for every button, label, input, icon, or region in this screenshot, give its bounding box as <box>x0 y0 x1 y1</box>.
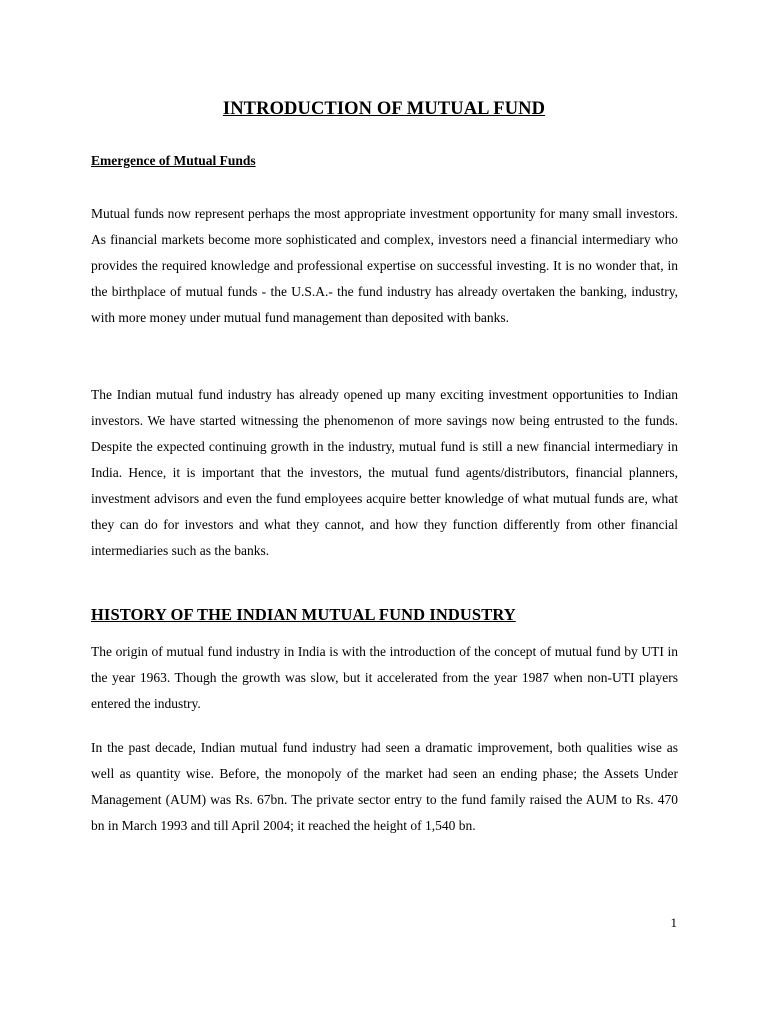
paragraph-intro-2: The Indian mutual fund industry has already opened up many exciting investment opportunities to Indian investors. We have started witnessing the phenomenon of more savings now being entrusted to the funds. Despite the expected continuing growth in the industry, mutual fund is still a new financial intermediary in India. Hence, it is important that the investors, the mutual fund agents/distributors, financial planners, investment advisors and even the fund employees acquire better knowledge of what mutual funds are, what they can do for investors and what they cannot, and how they function differently from other financial intermediaries such as the banks. <box>91 387 678 558</box>
page-number: 1 <box>670 915 677 930</box>
paragraph-history-1: The origin of mutual fund industry in India is with the introduction of the concept of mutual fund by UTI in the year 1963. Though the growth was slow, but it accelerated from the year 1987 when non-UTI players entered the industry. <box>91 644 678 711</box>
section-heading-history: HISTORY OF THE INDIAN MUTUAL FUND INDUSTRY <box>91 605 516 624</box>
subheading-emergence: Emergence of Mutual Funds <box>91 153 256 168</box>
paragraph-history-2: In the past decade, Indian mutual fund industry had seen a dramatic improvement, both qualities wise as well as quantity wise. Before, the monopoly of the market had seen an ending phase; the Assets Under Management (AUM) was Rs. 67bn. The private sector entry to the fund family raised the AUM to Rs. 470 bn in March 1993 and till April 2004; it reached the height of 1,540 bn. <box>91 740 678 833</box>
document-title: INTRODUCTION OF MUTUAL FUND <box>222 99 546 119</box>
paragraph-intro-1: Mutual funds now represent perhaps the most appropriate investment opportunity for many small investors. As financial markets become more sophisticated and complex, investors need a financial intermediary who provides the required knowledge and professional expertise on successful investing. It is no wonder that, in the birthplace of mutual funds - the U.S.A.- the fund industry has already overtaken the banking, industry, with more money under mutual fund management than deposited with banks. <box>91 206 678 325</box>
